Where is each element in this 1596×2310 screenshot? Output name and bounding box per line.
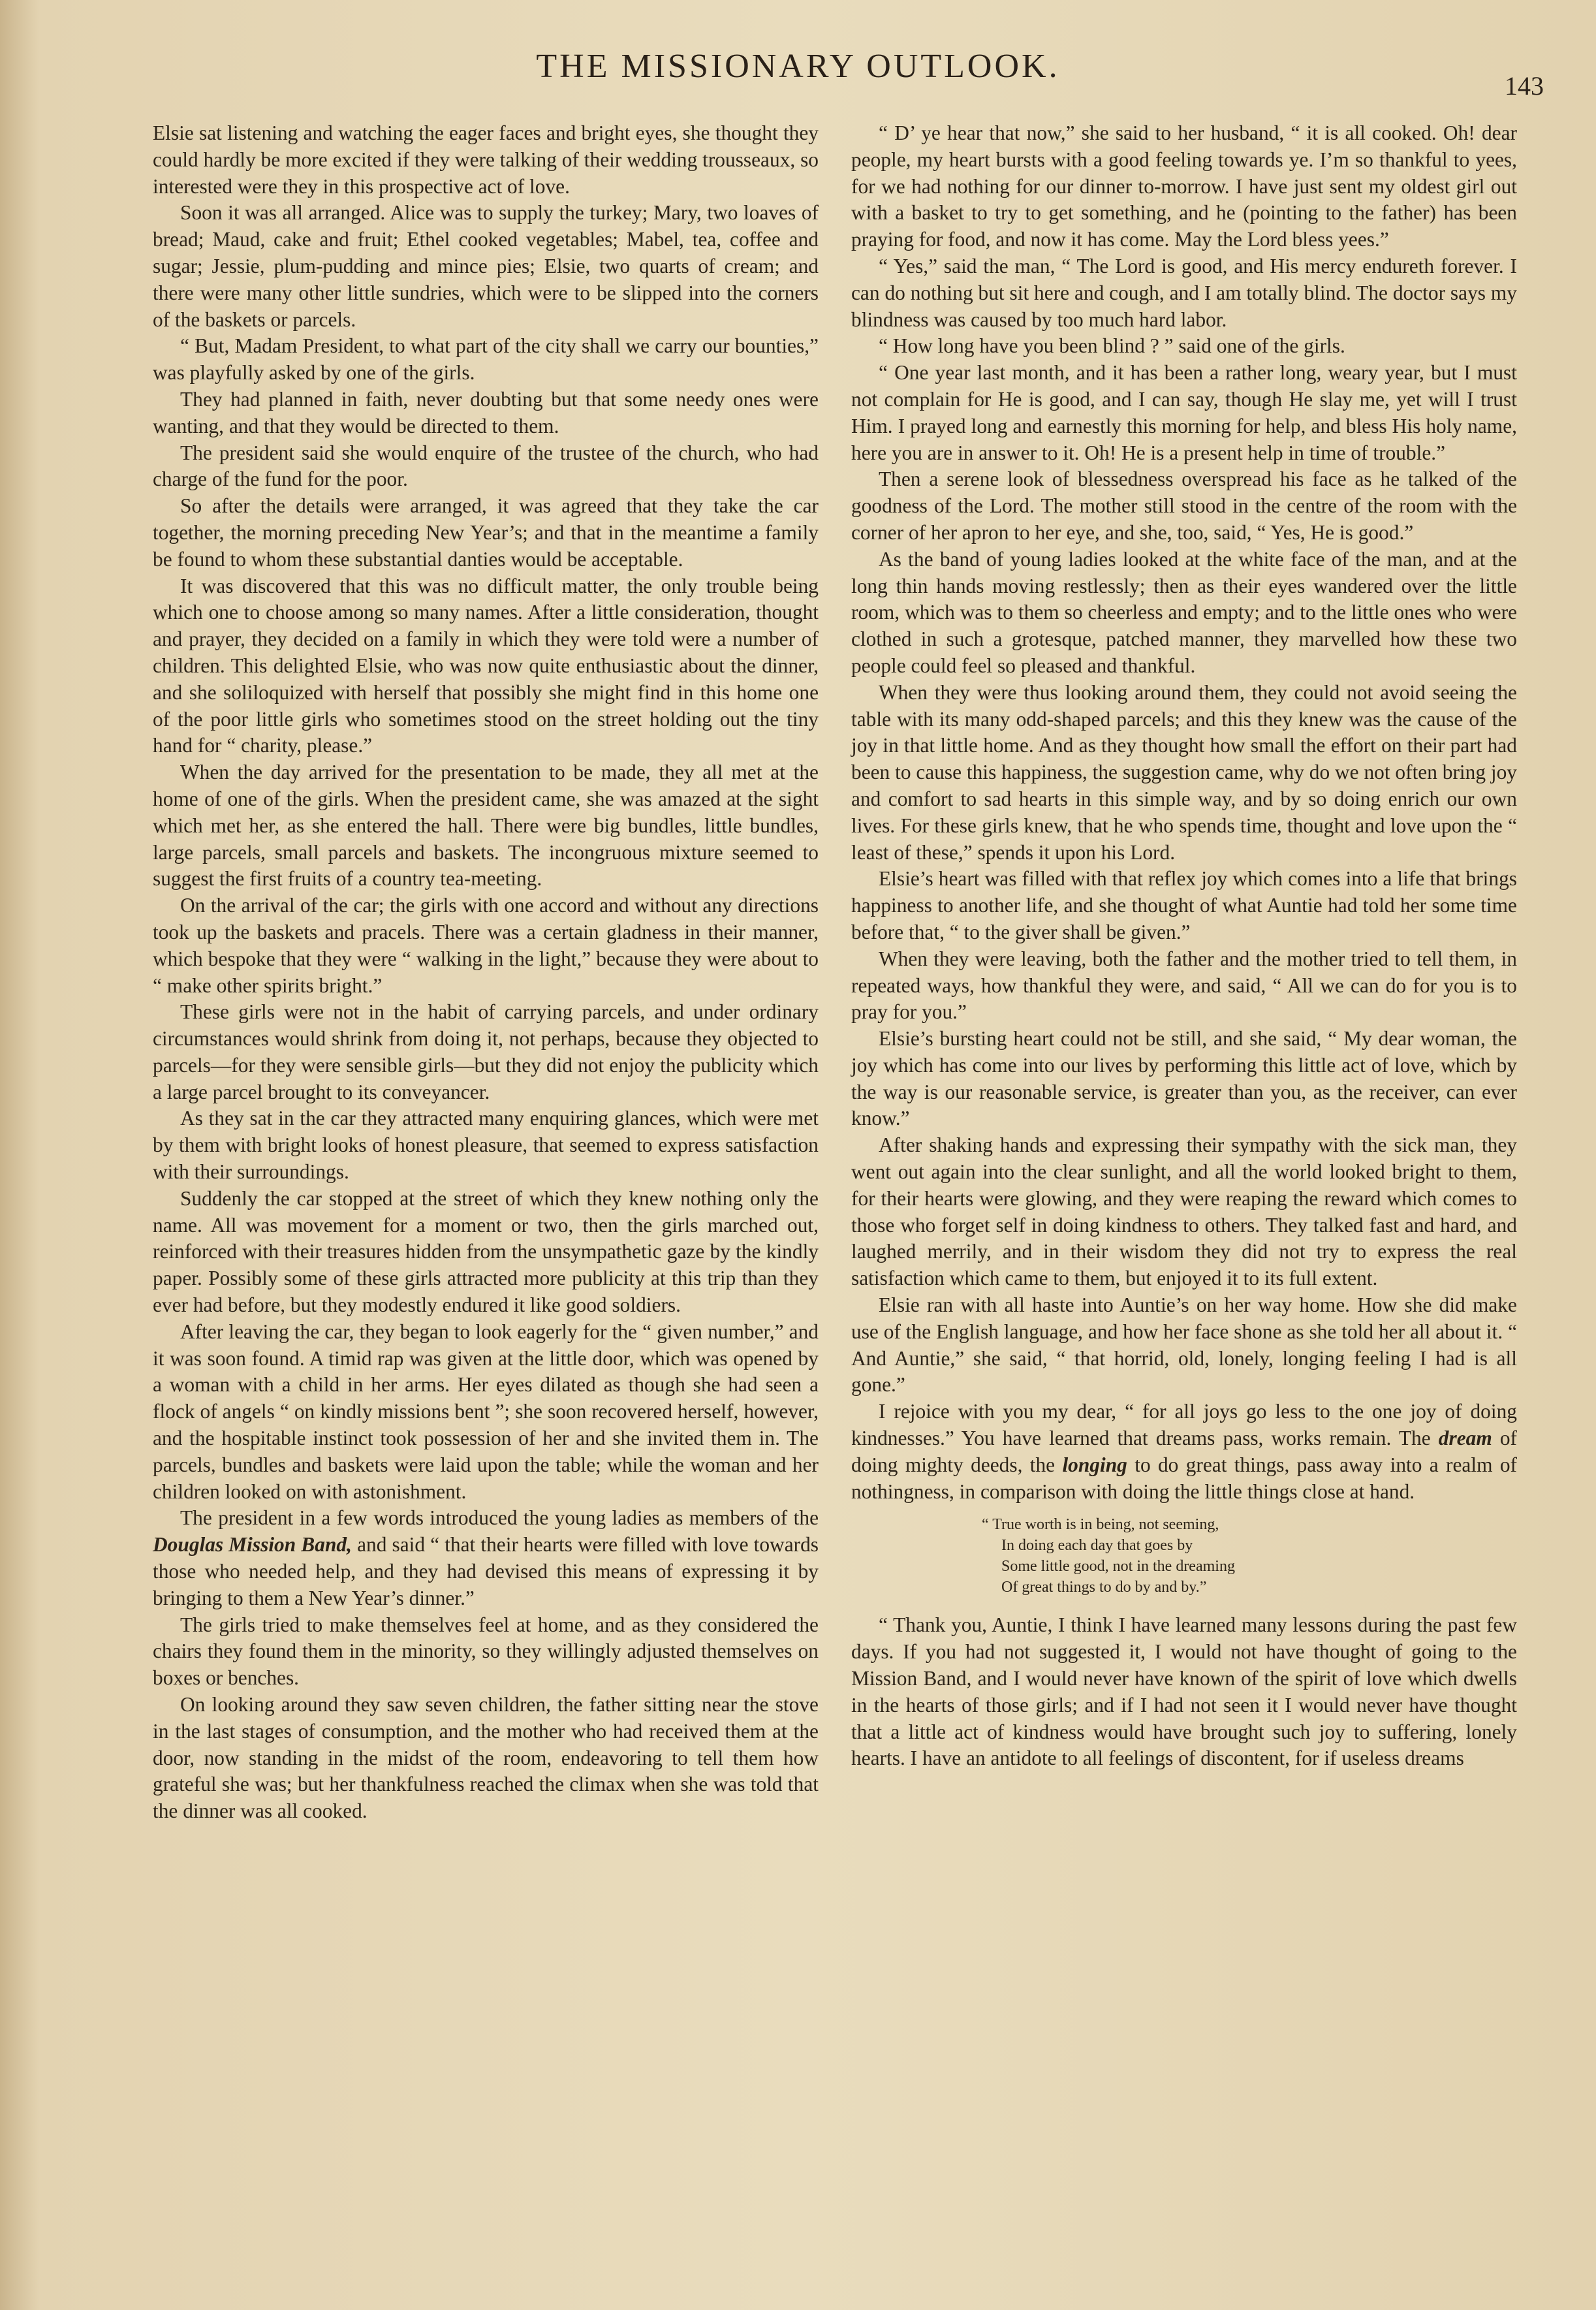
paragraph: Elsie ran with all haste into Auntie’s on her way home. How she did make use of the English language, and how her face shone as she told her all about it. “ And Auntie,” she said, “ that horrid, old, lonely, longing feeling I had is all gone.”	[851, 1293, 1517, 1397]
paragraph: So after the details were arranged, it was agreed that they take the car together, the morning preceding New Year’s; and that in the meantime a family be found to whom these substantial danties would be acceptable.	[153, 494, 819, 571]
paragraph: After leaving the car, they began to look eagerly for the “ given number,” and it was soon found. A timid rap was given at the little door, which was opened by a woman with a child in her arms. Her eyes dilated as though she had seen a flock of angels “ on kindly missions bent ”; she soon recovered herself, however, and the hospitable instinct took possession of her and she invited them in. The parcels, bundles and baskets were laid upon the table; while the woman and her children looked on with astonishment.	[153, 1320, 819, 1503]
paragraph: “ One year last month, and it has been a rather long, weary year, but I must not complain for He is good, and I can say, though He slay me, yet will I trust Him. I prayed long and earnestly this morning for help, and bless His holy name, here you are in answer to it. Oh! He is a present help in time of trouble.”	[851, 361, 1517, 464]
paragraph: “ But, Madam President, to what part of the city shall we carry our bounties,” was playfully asked by one of the girls.	[153, 334, 819, 385]
poem-line: In doing each day that goes by	[1001, 1537, 1193, 1555]
paragraph: The girls tried to make themselves feel at home, and as they considered the chairs they found them in the minority, so they willingly adjusted themselves on boxes or benches.	[153, 1613, 819, 1690]
paragraph: When the day arrived for the presentation to be made, they all met at the home of one of the girls. When the president came, she was amazed at the sight which met her, as she entered the hall. There were big bundles, little bundles, large parcels, small parcels and baskets. The incongruous mixture seemed to suggest the first fruits of a country tea-meeting.	[153, 761, 819, 891]
paragraph: On looking around they saw seven children, the father sitting near the stove in the last stages of consumption, and the mother who had received them at the door, now standing in the midst of the room, endeavoring to tell them how grateful she was; but her thankfulness reached the climax when she was told that the dinner was all cooked.	[153, 1693, 819, 1823]
emphasis-longing: longing	[1062, 1453, 1127, 1476]
paragraph: When they were thus looking around them, they could not avoid seeing the table with its many odd-shaped parcels; and this they knew was the cause of the joy in that little home. And as they thought how small the effort on their part had been to cause this happiness, the suggestion came, why do we not often bring joy and comfort to sad hearts in this simple way, and by so doing enrich our own lives. For these girls knew, that he who spends time, thought and love upon the “ least of these,” spends it upon his Lord.	[851, 680, 1517, 864]
page-number: 143	[1505, 71, 1544, 101]
paragraph: “ Yes,” said the man, “ The Lord is good, and His mercy endureth forever. I can do nothing but sit here and cough, and I am totally blind. The doctor says my blindness was caused by too much hard labor.	[851, 254, 1517, 331]
poem-line: Some little good, not in the dreaming	[1001, 1558, 1235, 1575]
paragraph: The president said she would enquire of the trustee of the church, who had charge of the fund for the poor.	[153, 441, 819, 491]
right-column	[851, 120, 1517, 1772]
poem-quote	[982, 1514, 1517, 1598]
poem-line: Of great things to do by and by.”	[1001, 1579, 1207, 1596]
paragraph: After shaking hands and expressing their sympathy with the sick man, they went out again into the clear sunlight, and all the world looked bright to them, for their hearts were glowing, and they were reaping the reward which comes to those who forget self in doing kindness to others. They talked fast and hard, and laughed merrily, and in their wisdom they did not try to express the real satisfaction which came to them, but enjoyed it to its full extent.	[851, 1133, 1517, 1290]
paragraph: They had planned in faith, never doubting but that some needy ones were wanting, and that they would be directed to them.	[153, 387, 819, 437]
paragraph: These girls were not in the habit of carrying parcels, and under ordinary circumstances would shrink from doing it, not perhaps, because they objected to parcels—for they were sensible girls—but they did not enjoy the publicity which a large parcel brought to its conveyancer.	[153, 1000, 819, 1103]
page-header-title: THE MISSIONARY OUTLOOK.	[536, 48, 1060, 85]
paragraph: Then a serene look of blessedness overspread his face as he talked of the goodness of the Lord. The mother still stood in the centre of the room with the corner of her apron to her eye, and she, too, said, “ Yes, He is good.”	[851, 467, 1517, 544]
paragraph: “ D’ ye hear that now,” she said to her husband, “ it is all cooked. Oh! dear people, my heart bursts with a good feeling towards ye. I’m so thankful to yees, for we had nothing for our dinner to-morrow. I have just sent my oldest girl out with a basket to try to get something, and he (pointing to the father) has been praying for food, and now it has come. May the Lord bless yees.”	[851, 121, 1517, 251]
paragraph: Elsie’s bursting heart could not be still, and she said, “ My dear woman, the joy which has come into our lives by performing this little act of love, which by the way is our reasonable service, is greater than you, as the receiver, can ever know.”	[851, 1027, 1517, 1130]
text-run: to do great things, pass away into a realm of nothingness, in comparison with doing the little things close at hand.	[851, 1453, 1517, 1503]
paragraph: “ Thank you, Auntie, I think I have learned many lessons during the past few days. If you had not suggested it, I would not have thought of going to the Mission Band, and I would never have known of the spirit of love which dwells in the hearts of those girls; and if I had not seen it I would never have thought that a little act of kindness would have brought such joy to suffering, lonely hearts. I have an antidote to all feelings of discontent, for if useless dreams	[851, 1613, 1517, 1770]
mission-band-name: Douglas Mission Band,	[153, 1533, 352, 1557]
paragraph: When they were leaving, both the father and the mother tried to tell them, in repeated ways, how thankful they were, and said, “ All we can do for you is to pray for you.”	[851, 947, 1517, 1024]
paragraph: On the arrival of the car; the girls with one accord and without any directions took up the baskets and pracels. There was a certain gladness in their manner, which bespoke that they were “ walking in the light,” because they were about to “ make other spirits bright.”	[153, 894, 819, 997]
text-run: I rejoice with you my dear, “ for all joys go less to the one joy of doing kindnesses.” You have learned that dreams pass, works remain. The	[851, 1400, 1517, 1450]
paragraph-rejoice	[851, 1399, 1517, 1505]
paragraph: It was discovered that this was no difficult matter, the only trouble being which one to choose among so many names. After a little consideration, thought and prayer, they decided on a family in which they were told were a number of children. This delighted Elsie, who was now quite enthusiastic about the dinner, and she soliloquized with herself that possibly she might find in this home one of the poor little girls who sometimes stood on the street holding out the tiny hand for “ charity, please.”	[153, 574, 819, 757]
paragraph-mission-band	[153, 1505, 819, 1611]
left-column	[153, 120, 819, 1825]
emphasis-dream: dream	[1438, 1427, 1492, 1450]
paragraph: Elsie’s heart was filled with that reflex joy which comes into a life that brings happiness to another life, and she thought of what Auntie had told her some time before that, “ to the giver shall be given.”	[851, 867, 1517, 943]
paragraph: Elsie sat listening and watching the eager faces and bright eyes, she thought they could hardly be more excited if they were talking of their wedding trousseaux, so interested were they in this prospective act of love.	[153, 121, 819, 198]
text-run: The president in a few words introduced the young ladies as members of the	[180, 1506, 819, 1530]
paragraph: “ How long have you been blind ? ” said one of the girls.	[879, 334, 1345, 358]
text-run: and said “ that their hearts were filled with love towards those who needed help, and they had devised this means of expressing it by bringing to them a New Year’s dinner.”	[153, 1533, 819, 1609]
paragraph: As they sat in the car they attracted many enquiring glances, which were met by them with bright looks of honest pleasure, that seemed to express satisfaction with their surroundings.	[153, 1107, 819, 1184]
paragraph: As the band of young ladies looked at the white face of the man, and at the long thin hands moving restlessly; then as their eyes wandered over the little room, which was to them so cheerless and empty; and to the little ones who were clothed in such a grotesque, patched manner, they marvelled how these two people could feel so pleased and thankful.	[851, 547, 1517, 677]
poem-line: “ True worth is in being, not seeming,	[982, 1516, 1219, 1534]
paragraph: Soon it was all arranged. Alice was to supply the turkey; Mary, two loaves of bread; Maud, cake and fruit; Ethel cooked vegetables; Mabel, tea, coffee and sugar; Jessie, plum-pudding and mince pies; Elsie, two quarts of cream; and there were many other little sundries, which were to be slipped into the corners of the baskets or parcels.	[153, 201, 819, 331]
text-run: of doing mighty deeds, the	[851, 1427, 1518, 1476]
paragraph: Suddenly the car stopped at the street of which they knew nothing only the name. All was movement for a moment or two, then the girls marched out, reinforced with their treasures hidden from the unsympathetic gaze by the kindly paper. Possibly some of these girls attracted more publicity at this trip than they ever had before, but they modestly endured it like good soldiers.	[153, 1186, 819, 1317]
